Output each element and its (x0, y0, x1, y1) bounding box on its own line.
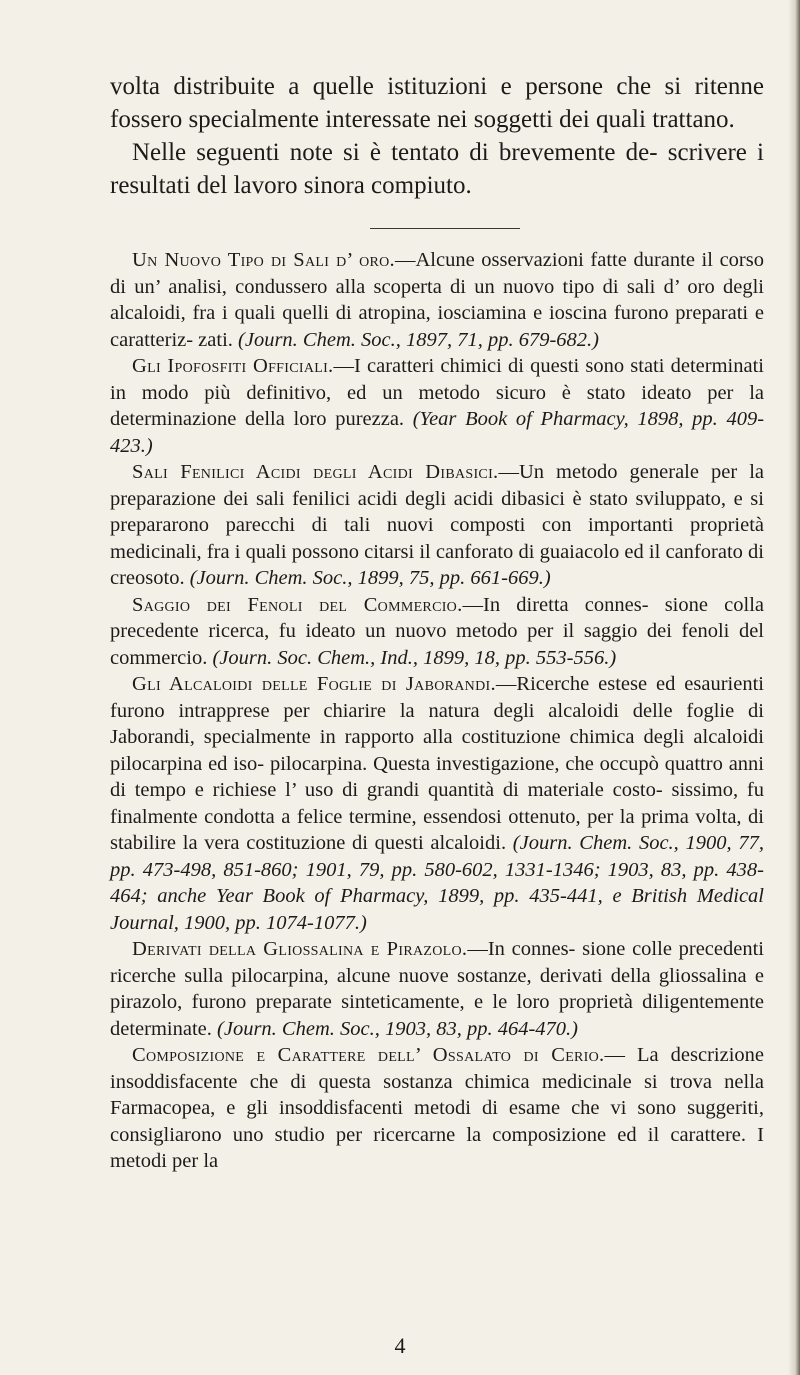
note-gold-salts (110, 247, 764, 353)
note-citation: (Journ. Chem. Soc., 1899, 75, pp. 661-669.) (189, 567, 551, 589)
intro-paragraph-2: Nelle seguenti note si è tentato di brevemente de- scrivere i resultati del lavoro sinora compiuto. (110, 139, 764, 199)
page-number: 4 (394, 1333, 406, 1358)
note-body: —In diretta connes- sione colla precedente ricerca, fu ideato un nuovo metodo per il saggio dei fenoli del commercio. (110, 593, 764, 669)
note-title: Sali Fenilici Acidi degli Acidi Dibasici. (132, 461, 499, 483)
note-title: Derivati della Gliossalina e Pirazolo. (132, 938, 468, 960)
note-body: — La descrizione insoddisfacente che di questa sostanza chimica medicinale si trova nella Farmacopea, e gli insoddisfacenti metodi di esame che vi sono suggeriti, consigliarono uno studio per ricercarne la composizione ed il carattere. I metodi per la (110, 1044, 764, 1172)
note-citation: (Journ. Chem. Soc., 1903, 83, pp. 464-470.) (217, 1017, 578, 1040)
note-citation: (Year Book of Pharmacy, 1898, pp. 409-423.) (110, 408, 765, 457)
note-body: —In connes- sione colle precedenti ricerche sulla pilocarpina, alcune nuove sostanze, derivati della gliossalina e pirazolo, furono preparate sinteticamente, e le loro proprietà diligentemente determinate. (110, 938, 764, 1040)
note-body: —Alcune osservazioni fatte durante il corso di un’ analisi, condussero alla scoperta di un nuovo tipo di sali d’ oro degli alcaloidi, fra i quali quelli di atropina, iosciamina e ioscina furono preparati e caratteriz- zati. (110, 249, 764, 351)
note-phenyl-salts (110, 459, 764, 592)
intro-section (110, 70, 764, 202)
note-citation: (Journ. Soc. Chem., Ind., 1899, 18, pp. 553-556.) (212, 646, 617, 669)
note-body: —Ricerche estese ed esaurienti furono intrapprese per chiarire la natura degli alcaloidi delle foglie di Jaborandi, specialmente in rapporto alla costituzione chimica degli alcaloidi pilocarpina ed iso- pilocarpina. Questa investigazione, che occupò quattro anni di tempo e richiese l’ uso di grandi quantità di materiale costo- sissimo, fu finalmente condotta a felice termine, essendosi ottenuto, per la prima volta, di stabilire la vera costituzione di questi alcaloidi. (110, 673, 764, 854)
note-jaborandi-alkaloids (110, 671, 764, 936)
note-cerium-oxalate (110, 1042, 764, 1175)
note-title: Saggio dei Fenoli del Commercio. (132, 593, 463, 616)
note-glyoxaline-pyrazole (110, 936, 764, 1042)
note-citation: (Journ. Chem. Soc., 1900, 77, pp. 473-498, 851-860; 1901, 79, pp. 580-602, 1331-1346; 1903, 83, pp. 438-464; anche Year Book of Pharmacy, 1899, pp. 435-441, e British Medical Journal, 1900, pp. 1074-1077.) (110, 832, 764, 934)
notes-section (110, 247, 764, 1175)
note-title: Composizione e Carattere dell’ Ossalato di Cerio. (132, 1044, 605, 1066)
note-title: Gli Ipofosfiti Officiali. (132, 355, 334, 377)
note-phenol-assay (110, 592, 764, 672)
note-body: —I caratteri chimici di questi sono stati determinati in modo più definitivo, ed un metodo sicuro è stato ideato per la determinazione della loro purezza. (110, 355, 764, 430)
note-hypophosphites (110, 353, 764, 459)
note-citation: (Journ. Chem. Soc., 1897, 71, pp. 679-682.) (238, 328, 600, 351)
section-divider (370, 228, 520, 229)
intro-paragraph-1: volta distribuite a quelle istituzioni e persone che si ritenne fossero specialmente interessate nei soggetti dei quali trattano. (110, 73, 764, 133)
note-body: —Un metodo generale per la preparazione dei sali fenilici acidi degli acidi dibasici è stato sviluppato, e si prepararono parecchi di tali nuovi composti con importanti proprietà medicinali, fra i quali possono citarsi il canforato di guaiacolo ed il canforato di creosoto. (110, 461, 764, 589)
note-title: Un Nuovo Tipo di Sali d’ oro. (132, 249, 395, 271)
note-title: Gli Alcaloidi delle Foglie di Jaborandi. (132, 673, 496, 695)
page-edge-shadow (788, 0, 800, 1375)
